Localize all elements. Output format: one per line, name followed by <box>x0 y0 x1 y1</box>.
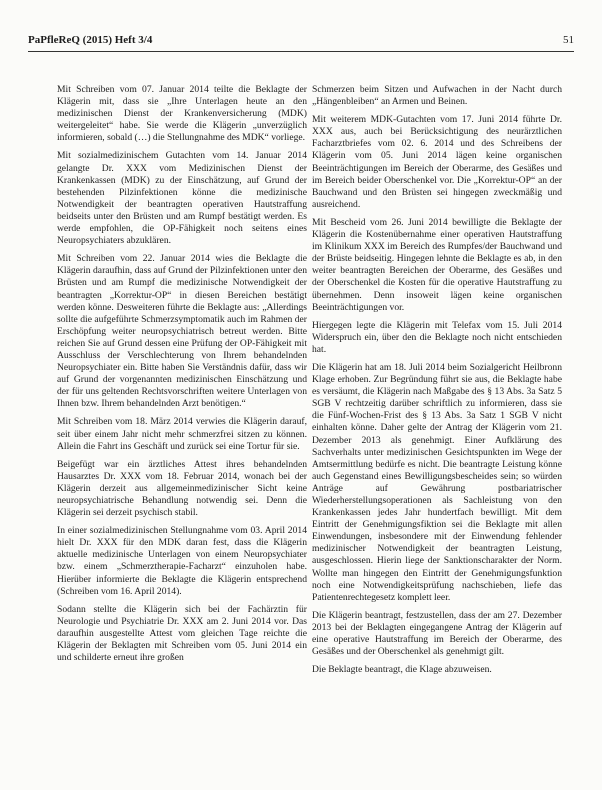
left-column <box>57 84 307 670</box>
paragraph: Schmerzen beim Sitzen und Aufwachen in der Nacht durch „Hängenbleiben“ an Armen und Beinen. <box>312 84 562 108</box>
paragraph: Hiergegen legte die Klägerin mit Telefax vom 15. Juli 2014 Widerspruch ein, über den die Beklagte noch nicht entschieden hat. <box>312 319 562 355</box>
paragraph: Sodann stellte die Klägerin sich bei der Fachärztin für Neurologie und Psychiatrie Dr. XXX am 2. Juni 2014 vor. Das daraufhin ausgestellte Attest vom gleichen Tage reichte die Klägerin der Beklagten mit Schreiben vom 05. Juni 2014 ein und schilderte erneut ihre großen <box>57 603 307 664</box>
paragraph: In einer sozialmedizinischen Stellungnahme vom 03. April 2014 hielt Dr. XXX für den MDK daran fest, dass die Klägerin aktuelle medizinische Unterlagen von einem Neuropsychiater bzw. einem „Schmerztherapie-Facharzt“ einzuholen habe. Hierüber informierte die Beklagte die Klägerin entsprechend (Schreiben vom 16. April 2014). <box>57 525 307 597</box>
paragraph: Die Klägerin hat am 18. Juli 2014 beim Sozialgericht Heilbronn Klage erhoben. Zur Begründung führt sie aus, die Beklagte habe es versäumt, die Klägerin nach Maßgabe des § 13 Abs. 3a Satz 5 SGB V rechtzeitig darüber schriftlich zu informieren, dass sie die Fünf-Wochen-Frist des § 13 Abs. 3a Satz 1 SGB V nicht einhalten könne. Daher gelte der Antrag der Klägerin vom 21. Dezember 2013 als genehmigt. Einer Aufklärung des Sachverhalts unter medizinischen Gesichtspunkten im Wege der Amtsermittlung bedürfe es nicht. Die beantragte Leistung könne auch Gegenstand eines Bewilligungsbescheides sein; so würden Anträge auf Gewährung postbariatrischer Wiederherstellungsoperationen als Sachleistung von den Krankenkassen jedes Jahr hundertfach bewilligt. Mit dem Eintritt der Genehmigungsfiktion sei die Beklagte mit allen Einwendungen, insbesondere mit der Einwendung fehlender medizinischer Notwendigkeit der beantragten Leistung, ausgeschlossen. Hierin liege der Sanktionscharakter der Norm. Wollte man hingegen den Eintritt der Genehmigungsfunktion noch eine Notwendigkeitsprüfung nachschieben, liefe das Patientenrechtegesetz komplett leer. <box>312 361 562 603</box>
page-header <box>28 34 574 46</box>
header-rule <box>28 51 574 52</box>
paragraph: Mit Schreiben vom 22. Januar 2014 wies die Beklagte die Klägerin daraufhin, dass auf Grund der Pilzinfektionen unter den Brüsten und am Rumpf die medizinische Notwendigkeit der beantragten „Korrektur-OP“ in diesen Bereichen bestätigt werden könne. Desweiteren führte die Beklagte aus: „Allerdings sollte die aufgeführte Schmerzsymptomatik auch im Rahmen der Erschöpfung weiter neuropsychiatrisch betreut werden. Bitte reichen Sie auf Grund dessen eine Prüfung der OP-Fähigkeit mit Ausschluss der Verschlechterung von Ihrem behandelnden Neuropsychiater ein. Bitte haben Sie Verständnis dafür, dass wir auf Grund der vorgenannten medizinischen Einschätzung und der für uns geltenden Rechtsvorschriften weitere Unterlagen von Ihnen bzw. Ihrem behandelnden Arzt benötigen.“ <box>57 253 307 410</box>
paragraph: Mit Schreiben vom 07. Januar 2014 teilte die Beklagte der Klägerin mit, dass sie „Ihre Unterlagen heute an den medizinischen Dienst der Krankenversicherung (MDK) weitergeleitet“ habe. Sie werde die Klägerin „unverzüglich informieren, sobald (…) die Stellungnahme des MDK“ vorliege. <box>57 84 307 144</box>
paragraph: Mit Bescheid vom 26. Juni 2014 bewilligte die Beklagte der Klägerin die Kostenübernahme einer operativen Hautstraffung im Klinikum XXX im Bereich des Rumpfes/der Bauchwand und der Brüste beidseitig. Hingegen lehnte die Beklagte es ab, in den weiter beantragten Bereichen der Oberarme, des Gesäßes und der Oberschenkel die Kosten für die operative Hautstraffung zu übernehmen. Denn insoweit lägen keine organischen Beeinträchtigungen vor. <box>312 216 562 313</box>
paragraph: Mit sozialmedizinischem Gutachten vom 14. Januar 2014 gelangte Dr. XXX vom Medizinischen Dienst der Krankenkassen (MDK) zu der Einschätzung, auf Grund der bestehenden Pilzinfektionen könne die medizinische Notwendigkeit der beantragten operativen Hautstraffung beidseits unter den Brüsten und am Rumpf bestätigt werden. Es werde empfohlen, die OP-Fähigkeit noch seitens eines Neuropsychiaters abzuklären. <box>57 150 307 247</box>
page-number: 51 <box>563 34 574 46</box>
paragraph: Mit Schreiben vom 18. März 2014 verwies die Klägerin darauf, seit über einem Jahr nicht mehr schmerzfrei sitzen zu können. Allein die Fahrt ins Geschäft und zurück sei eine Tortur für sie. <box>57 416 307 452</box>
right-column <box>312 84 562 682</box>
paragraph: Die Beklagte beantragt, die Klage abzuweisen. <box>312 664 492 676</box>
paragraph: Die Klägerin beantragt, festzustellen, dass der am 27. Dezember 2013 bei der Beklagten eingegangene Antrag der Klägerin auf eine operative Hautstraffung im Bereich der Oberarme, des Gesäßes und der Oberschenkel als genehmigt gilt. <box>312 609 562 658</box>
journal-title: PaPfleReQ (2015) Heft 3/4 <box>28 34 153 46</box>
paragraph: Beigefügt war ein ärztliches Attest ihres behandelnden Hausarztes Dr. XXX vom 18. Februar 2014, wonach bei der Klägerin derzeit aus allgemeinmedizinischer Sicht keine neuropsychiatrische Behandlung notwendig sei. Denn die Klägerin sei derzeit psychisch stabil. <box>57 458 307 519</box>
paragraph: Mit weiterem MDK-Gutachten vom 17. Juni 2014 führte Dr. XXX aus, auch bei Berücksichtigung des neurärztlichen Facharztbriefes vom 02. 6. 2014 und des Schreibens der Klägerin vom 05. Juni 2014 lägen keine organischen Beeinträchtigungen im Bereich der Oberarme, des Gesäßes und im Bereich beider Oberschenkel vor. Die „Korrektur-OP“ an der Bauchwand und den Brüsten sei hingegen zweckmäßig und ausreichend. <box>312 114 562 210</box>
